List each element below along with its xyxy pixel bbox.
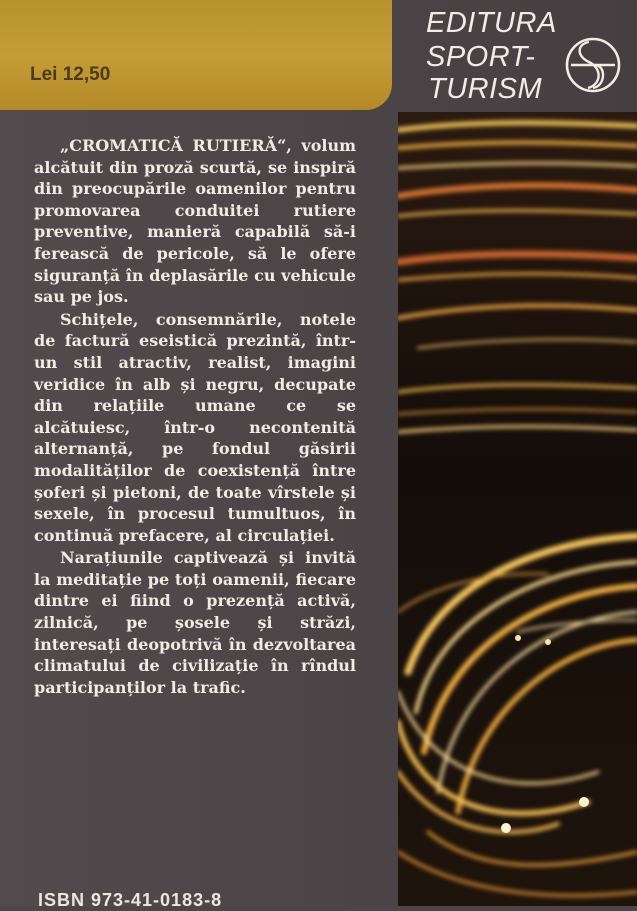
blurb-text — [34, 135, 356, 699]
blurb-paragraph-3: Narațiunile captivează și invită la meditație pe toți oamenii, fiecare dintre ei fiind o prezență activă, zilnică, pe șosele și străzi, interesați deopotrivă în dezvoltarea climatului de civilizație în rîndul participanților la trafic. — [34, 548, 356, 697]
publisher-name-line-2: SPORT- — [426, 41, 536, 73]
publisher-name-line-3: TURISM — [428, 73, 543, 105]
price-label: Lei 12,50 — [30, 64, 111, 85]
sport-turism-logo-icon — [562, 34, 624, 96]
price-band — [0, 0, 392, 110]
light-trails-photo — [398, 112, 637, 906]
publisher-block — [416, 4, 637, 112]
isbn-number: ISBN 973-41-0183-8 — [38, 890, 223, 910]
publisher-name-line-1: EDITURA — [426, 7, 557, 39]
blurb-paragraph-2: Schițele, consemnările, notele de factură eseistică prezintă, într-un stil atractiv, realist, imagini veridice în alb și negru, decupate din relațiile umane ce se alcătuiesc, într-o necontenită alternanță, pe fondul găsirii modalităților de coexistență între șoferi și pietoni, de toate vîrstele și sexele, în procesul tumultuos, în continuă prefacere, al circulației. — [34, 309, 356, 545]
blurb-paragraph-1: „CROMATICĂ RUTIERĂ“, volum alcătuit din proză scurtă, se inspiră din preocupările oamenilor pentru promovarea conduitei rutiere preventive, manieră capabilă să-i ferească de pericole, să le ofere siguranță în deplasările cu vehicule sau pe jos. — [34, 136, 356, 307]
